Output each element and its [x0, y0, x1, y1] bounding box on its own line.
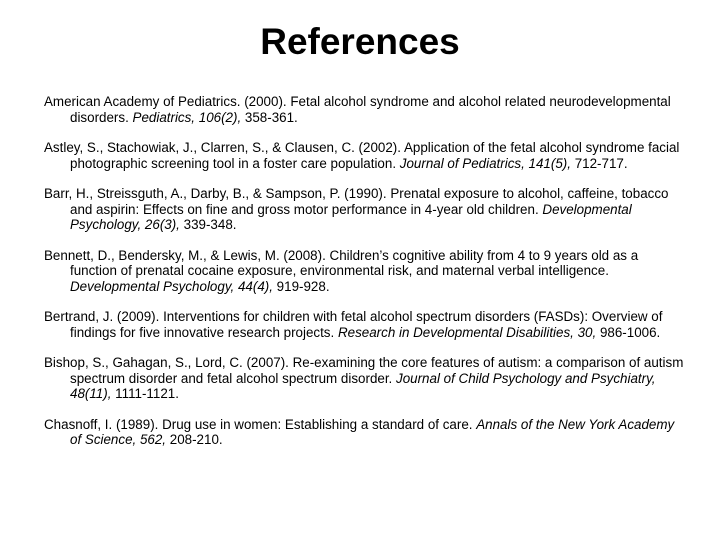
reference-journal: Research in Developmental Disabilities, 30,	[337, 324, 597, 340]
reference-item	[44, 140, 688, 171]
reference-text: Bertrand, J. (2009). Interventions for children with fetal alcohol spectrum disorders (FASDs): Overview of findings for five innovative research projects.	[44, 309, 663, 340]
reference-journal: Developmental Psychology, 44(4),	[70, 278, 273, 294]
reference-pages: 919-928.	[272, 278, 330, 294]
reference-pages: 208-210.	[166, 432, 223, 447]
reference-journal: Pediatrics, 106(2),	[132, 109, 242, 125]
reference-item	[44, 417, 688, 448]
reference-journal: Annals of the New York Academy of Science, 562,	[70, 416, 675, 447]
reference-pages: 1111-1121.	[111, 386, 179, 401]
reference-pages: 986-1006.	[596, 324, 661, 340]
reference-item	[44, 309, 688, 340]
reference-pages: 712-717.	[570, 155, 628, 171]
reference-pages: 358-361.	[241, 109, 298, 125]
reference-text: Astley, S., Stachowiak, J., Clarren, S., & Clausen, C. (2002). Application of the fetal alcohol syndrome facial photographic screening tool in a foster care population.	[44, 140, 680, 171]
reference-item	[44, 186, 688, 233]
reference-text: Chasnoff, I. (1989). Drug use in women: Establishing a standard of care.	[44, 416, 477, 432]
reference-text: Bennett, D., Bendersky, M., & Lewis, M. (2008). Children’s cognitive ability from 4 to 9 years old as a function of prenatal cocaine exposure, environmental risk, and maternal verbal intelligence.	[44, 247, 639, 278]
reference-text: Barr, H., Streissguth, A., Darby, B., & Sampson, P. (1990). Prenatal exposure to alcohol, caffeine, tobacco and aspirin: Effects on fine and gross motor performance in 4-year old children.	[44, 186, 669, 217]
reference-text: American Academy of Pediatrics. (2000). Fetal alcohol syndrome and alcohol related neurodevelopmental disorders.	[44, 94, 671, 125]
reference-pages: 339-348.	[179, 217, 237, 232]
reference-item	[44, 94, 688, 125]
reference-journal: Journal of Pediatrics, 141(5),	[399, 155, 571, 171]
reference-item	[44, 248, 688, 295]
reference-text: Bishop, S., Gahagan, S., Lord, C. (2007). Re-examining the core features of autism: a comparison of autism spectrum disorder and fetal alcohol spectrum disorder.	[44, 355, 684, 386]
slide-title: References	[260, 21, 460, 62]
reference-journal: Journal of Child Psychology and Psychiatry, 48(11),	[70, 370, 656, 401]
reference-journal: Developmental Psychology, 26(3),	[70, 201, 632, 232]
reference-item	[44, 355, 688, 402]
reference-list	[44, 94, 688, 463]
